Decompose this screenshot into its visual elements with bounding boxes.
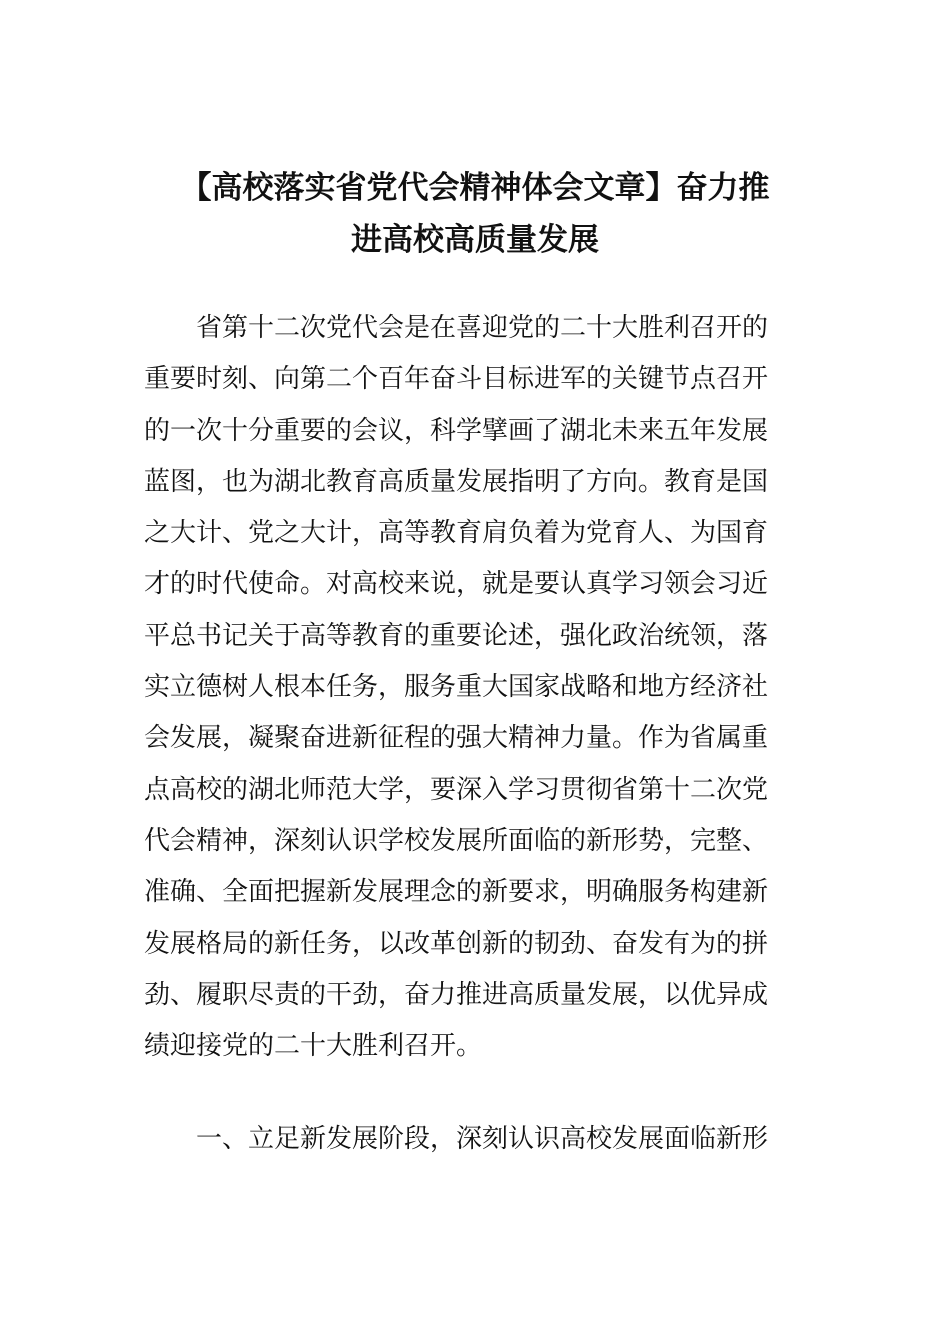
paragraph-line: 代会精神，深刻认识学校发展所面临的新形势，完整、 [144, 825, 769, 856]
title-line: 进高校高质量发展 [351, 222, 599, 258]
paragraph-line: 的一次十分重要的会议，科学擘画了湖北未来五年发展 [144, 415, 769, 446]
section-heading-text: 一、立足新发展阶段，深刻认识高校发展面临新形 [144, 1124, 769, 1154]
document-title [140, 162, 810, 266]
section-heading [144, 1114, 814, 1165]
paragraph-line: 实立德树人根本任务，服务重大国家战略和地方经济社 [144, 672, 769, 703]
paragraph-line: 准确、全面把握新发展理念的新要求，明确服务构建新 [144, 877, 769, 908]
paragraph-line: 才的时代使命。对高校来说，就是要认真学习领会习近 [144, 569, 769, 600]
paragraph-line: 劲、履职尽责的干劲，奋力推进高质量发展，以优异成 [144, 979, 769, 1010]
paragraph-line: 省第十二次党代会是在喜迎党的二十大胜利召开的 [144, 313, 769, 343]
paragraph-line: 蓝图，也为湖北教育高质量发展指明了方向。教育是国 [144, 466, 769, 497]
paragraph-line: 点高校的湖北师范大学，要深入学习贯彻省第十二次党 [144, 774, 769, 805]
title-line: 【高校落实省党代会精神体会文章】奋力推 [180, 170, 770, 206]
paragraph-line: 平总书记关于高等教育的重要论述，强化政治统领，落 [144, 620, 769, 651]
paragraph-line: 会发展，凝聚奋进新征程的强大精神力量。作为省属重 [144, 723, 769, 754]
intro-paragraph [144, 303, 814, 1072]
paragraph-line: 之大计、党之大计，高等教育肩负着为党育人、为国育 [144, 518, 769, 549]
paragraph-line: 重要时刻、向第二个百年奋斗目标进军的关键节点召开 [144, 364, 769, 395]
paragraph-line: 发展格局的新任务，以改革创新的韧劲、奋发有为的拼 [144, 928, 769, 959]
paragraph-line: 绩迎接党的二十大胜利召开。 [144, 1031, 483, 1062]
